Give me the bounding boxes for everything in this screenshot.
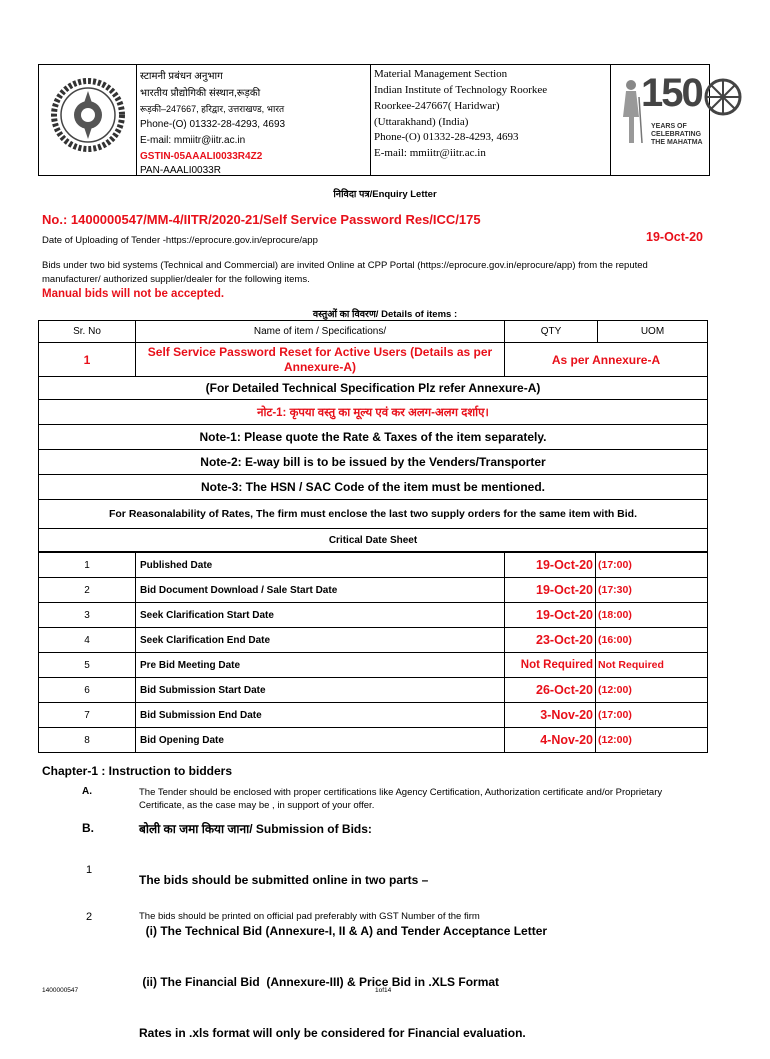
pan-line: PAN-AAALI0033R [140,165,221,176]
note-1: Note-1: Please quote the Rate & Taxes of the item separately. [39,425,708,450]
date-row-number: 5 [39,653,136,678]
logo-years: 150 [641,71,702,115]
date-row [39,578,708,603]
english-line-2: Indian Institute of Technology Roorkee [374,84,548,96]
date-row-number: 1 [39,553,136,578]
instruction-1-line-2: (i) The Technical Bid (Annexure-I, II & A) and Tender Acceptance Letter [139,924,548,938]
instruction-1-label: 1 [86,864,93,876]
footer-page-number: 1of14 [375,987,392,994]
note-2: Note-2: E-way bill is to be issued by the Venders/Transporter [39,450,708,475]
date-row-label: Pre Bid Meeting Date [136,653,505,678]
date-row [39,603,708,628]
date-row-number: 3 [39,603,136,628]
date-row [39,678,708,703]
upload-date: 19-Oct-20 [646,230,703,244]
instruction-2-label: 2 [86,911,93,923]
english-line-6: E-mail: mmiitr@iitr.ac.in [374,147,486,159]
date-row-number: 7 [39,703,136,728]
date-row-time: (12:00) [596,728,708,753]
date-row-time: (17:00) [596,553,708,578]
hindi-line-3: रूड़की–247667, हरिद्वार, उत्तराखण्ड, भारत [140,104,285,114]
letter-title: निविदा पत्र/Enquiry Letter [333,189,437,200]
critical-dates-table [38,552,708,753]
date-row-label: Published Date [136,553,505,578]
email-line: E-mail: mmiitr@iitr.ac.in [140,135,246,146]
chapter-title: Chapter-1 : Instruction to bidders [42,764,233,778]
hindi-note: नोट-1: कृपया वस्तु का मूल्य एवं कर अलग-अलग दर्शाए। [39,400,708,425]
date-row-number: 6 [39,678,136,703]
header-uom: UOM [598,321,708,343]
date-row-time: (17:00) [596,703,708,728]
charkha-wheel-icon [703,77,743,117]
date-row-date: 4-Nov-20 [505,728,596,753]
item-qty-uom: As per Annexure-A [505,343,708,377]
instruction-1-line-4: Rates in .xls format will only be considered for Financial evaluation. [139,1026,526,1040]
instruction-1-text [139,838,547,1059]
date-row-time: (12:00) [596,678,708,703]
items-table [38,320,708,552]
hindi-line-1: स्‍टामनी प्रबंधन अनुभाग [140,71,223,82]
date-row-label: Seek Clarification End Date [136,628,505,653]
date-sheet-title: Critical Date Sheet [39,529,708,552]
instruction-2-text: The bids should be printed on official pad preferably with GST Number of the firm [139,911,480,922]
note-3: Note-3: The HSN / SAC Code of the item must be mentioned. [39,475,708,500]
letterhead [38,64,710,176]
date-row-date: 3-Nov-20 [505,703,596,728]
reasonability-note: For Reasonalability of Rates, The firm must enclose the last two supply orders for the same item with Bid. [39,500,708,529]
english-line-5: Phone-(O) 01332-28-4293, 4693 [374,131,519,143]
english-address-cell [371,65,611,175]
date-row-label: Bid Opening Date [136,728,505,753]
date-row-time: (18:00) [596,603,708,628]
date-row [39,653,708,678]
date-row-time: Not Required [596,653,708,678]
date-row [39,628,708,653]
date-row-date: 19-Oct-20 [505,553,596,578]
date-row-time: (17:30) [596,578,708,603]
footer-doc-number: 1400000547 [42,987,79,994]
date-row-date: Not Required [505,653,596,678]
items-title: वस्तुओं का विवरण/ Details of items : [312,309,458,320]
date-row-number: 8 [39,728,136,753]
iitr-logo-cell [39,65,137,175]
instruction-a-label: A. [82,786,92,797]
item-sr: 1 [39,343,136,377]
date-row-date: 19-Oct-20 [505,603,596,628]
logo-caption-2: CELEBRATING [651,131,702,138]
header-name: Name of item / Specifications/ [136,321,505,343]
logo-caption-1: YEARS OF [651,123,687,130]
item-name: Self Service Password Reset for Active Users (Details as per Annexure-A) [136,343,505,377]
spec-note: (For Detailed Technical Specification Plz refer Annexure-A) [39,377,708,400]
upload-label: Date of Uploading of Tender -https://eprocure.gov.in/eprocure/app [42,235,318,246]
date-row [39,553,708,578]
bids-paragraph: Bids under two bid systems (Technical and Commercial) are invited Online at CPP Portal (https://eprocure.gov.in/eprocure/app) from the reputed manufacturer/ authorized supplier/dealer for the following items. [42,260,648,285]
date-row-time: (16:00) [596,628,708,653]
instruction-a-text: The Tender should be enclosed with proper certifications like Agency Certification, Authorization certificate and/or Proprietary Certificate, as the case may be , in support of your offer. [139,787,663,811]
hindi-line-2: भारतीय प्रौद्योगिकी संस्थान,रूड़की [140,88,261,99]
logo-caption-3: THE MAHATMA [651,139,703,146]
date-row-date: 26-Oct-20 [505,678,596,703]
instruction-1-line-3: (ii) The Financial Bid (Annexure-III) & Price Bid in .XLS Format [139,975,500,989]
date-row [39,728,708,753]
phone-line: Phone-(O) 01332-28-4293, 4693 [140,119,286,130]
gstin-line: GSTIN-05AAALI0033R4Z2 [140,151,263,162]
header-sr: Sr. No [39,321,136,343]
header-qty: QTY [505,321,598,343]
date-row [39,703,708,728]
instruction-1-line-1: The bids should be submitted online in two parts – [139,873,429,887]
date-row-label: Bid Submission Start Date [136,678,505,703]
date-row-label: Seek Clarification Start Date [136,603,505,628]
date-row-date: 19-Oct-20 [505,578,596,603]
hindi-address-cell [137,65,371,175]
instruction-b-label: B. [82,821,94,835]
tender-number: No.: 1400000547/MM-4/IITR/2020-21/Self Service Password Res/ICC/175 [42,212,481,227]
gandhi-figure-icon [617,77,643,147]
date-row-label: Bid Submission End Date [136,703,505,728]
instruction-b-title: बोली का जमा किया जाना/ Submission of Bids: [139,822,372,836]
english-line-1: Material Management Section [374,68,508,80]
iitr-seal-icon [40,67,136,163]
english-line-3: Roorkee-247667( Haridwar) [374,100,500,112]
gandhi-150-logo [611,65,709,175]
date-row-date: 23-Oct-20 [505,628,596,653]
date-row-number: 2 [39,578,136,603]
manual-bids-note: Manual bids will not be accepted. [42,288,225,300]
date-row-label: Bid Document Download / Sale Start Date [136,578,505,603]
english-line-4: (Uttarakhand) (India) [374,116,469,128]
date-row-number: 4 [39,628,136,653]
